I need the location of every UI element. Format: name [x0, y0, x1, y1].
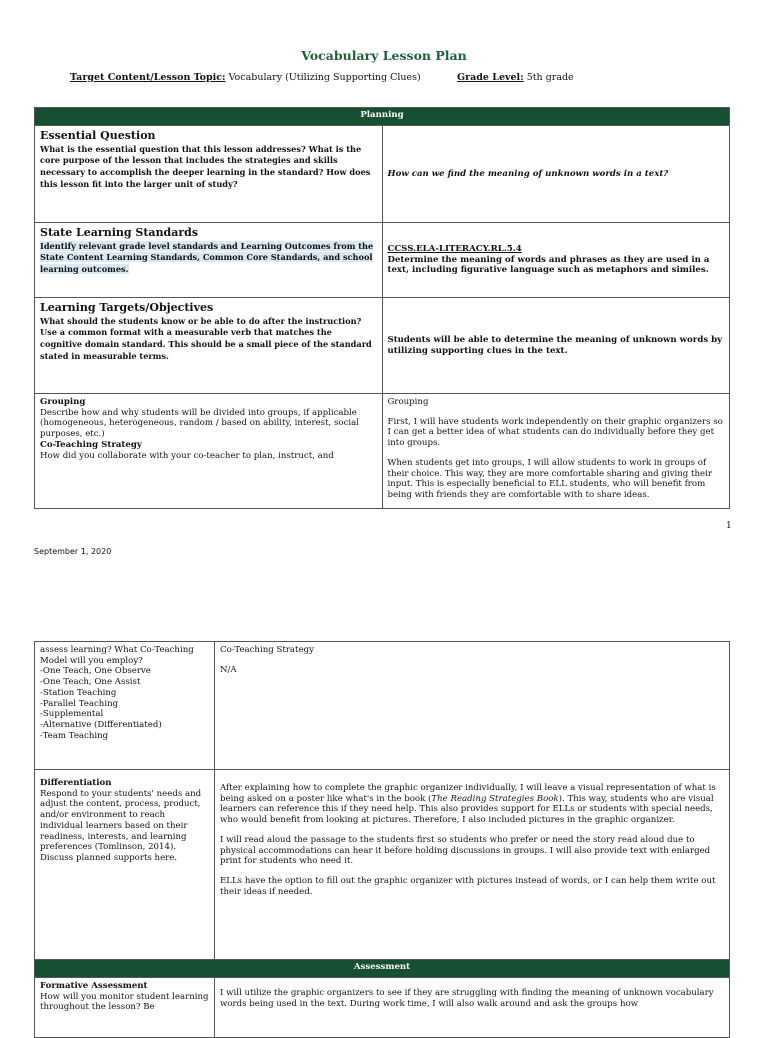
grouping-answer-cell: [382, 394, 730, 509]
standards-answer: Determine the meaning of words and phrases as they are used in a text, including figurative language such as metaphors and similes.: [387, 254, 710, 276]
page-number: 1: [726, 521, 732, 531]
coteach-model-item: -One Teach, One Assist: [40, 677, 141, 688]
coteach-description-a: How did you collaborate with your co-teacher to plan, instruct, and: [40, 450, 334, 461]
coteach-model-item: -Supplemental: [40, 709, 104, 720]
topic-field: [70, 72, 421, 83]
coteach-answer: N/A: [220, 664, 237, 675]
document-title: Vocabulary Lesson Plan: [301, 48, 467, 63]
standards-answer-cell: [382, 223, 730, 298]
grouping-answer-label: Grouping: [387, 397, 429, 407]
coteach-heading: Co-Teaching Strategy: [40, 439, 142, 450]
targets-answer: Students will be able to determine the meaning of unknown words by utilizing supporting clues in the text.: [387, 334, 723, 356]
book-title: The Reading Strategies Book: [431, 793, 559, 804]
grouping-cell: [35, 394, 383, 509]
formative-cell: [35, 978, 215, 1038]
differentiation-p1: [220, 783, 724, 826]
grouping-description: Describe how and why students will be divided into groups, if applicable (homogeneous, heterogeneous, random / based on ability, interest, social purposes, etc.): [40, 407, 360, 440]
targets-heading: Learning Targets/Objectives: [40, 301, 214, 314]
essential-question-cell: [35, 126, 383, 223]
grade-value: 5th grade: [523, 72, 574, 83]
essential-question-description: What is the essential question that this lesson addresses? What is the core purpose of the lesson that includes the strategies and skills necessary to accomplish the deeper learning in the standard? How does this lesson fit into the larger unit of study?: [40, 143, 371, 189]
formative-answer-cell: [215, 978, 730, 1038]
essential-question-answer: How can we find the meaning of unknown words in a text?: [387, 168, 669, 179]
differentiation-p3: ELLs have the option to fill out the graphic organizer with pictures instead of words, or I can help them write out their ideas if needed.: [220, 876, 716, 897]
standards-code: CCSS.ELA-LITERACY.RL.5.4: [387, 243, 522, 254]
differentiation-p1-b: ). This way, students who are visual learners can reference this if they need help. This also provides support for ELLs or students with special needs, who would benefit from looking at pictures. Therefore, I also included pictures in the graphic organizer.: [220, 793, 714, 826]
grade-field: [457, 72, 574, 83]
continuation-table: [34, 641, 730, 1038]
coteach-model-item: -Alternative (Differentiated): [40, 720, 162, 731]
formative-heading: Formative Assessment: [40, 981, 148, 991]
targets-description: What should the students know or be able to do after the instruction? Use a common format with a measurable verb that matches the cognitive domain standard. This should be a small piece of the standard stated in measurable terms.: [40, 315, 372, 361]
standards-description: Identify relevant grade level standards and Learning Outcomes from the State Content Learning Standards, Common Core Standards, and school learning outcomes.: [40, 240, 374, 275]
differentiation-answer-cell: [215, 770, 730, 960]
coteach-models-cell: [35, 642, 215, 770]
formative-answer: I will utilize the graphic organizers to see if they are struggling with finding the meaning of unknown vocabulary words being used in the text. During work time, I will also walk around and ask the groups how: [220, 988, 714, 1009]
grouping-heading: Grouping: [40, 397, 86, 407]
differentiation-description: Respond to your students' needs and adjust the content, process, product, and/or environment to reach individual learners based on their readiness, interests, and learning preferences (Tomlinson, 2014). Discuss planned supports here.: [40, 788, 202, 864]
coteach-model-item: -One Teach, One Observe: [40, 666, 151, 677]
targets-answer-cell: [382, 298, 730, 394]
differentiation-p1-a: After explaining how to complete the graphic organizer individually, I will leave a visual representation of what is being asked on a poster like what's in the book (: [220, 783, 716, 804]
grade-label: Grade Level:: [457, 72, 524, 83]
coteach-answer-label: Co-Teaching Strategy: [220, 645, 314, 655]
essential-question-answer-cell: [382, 126, 730, 223]
differentiation-cell: [35, 770, 215, 960]
coteach-answer-cell: [215, 642, 730, 770]
planning-table: [34, 107, 730, 509]
topic-value: Vocabulary (Utilizing Supporting Clues): [225, 72, 421, 83]
coteach-model-item: -Team Teaching: [40, 730, 109, 741]
essential-question-heading: Essential Question: [40, 129, 156, 142]
topic-label: Target Content/Lesson Topic:: [70, 72, 226, 83]
grouping-answer-p2: When students get into groups, I will allow students to work in groups of their choice. This way, they are more comfortable sharing and giving their input. This is especially beneficial to ELL students, who will benefit from being with friends they are comfortable with to share ideas.: [387, 457, 712, 501]
coteach-model-item: -Parallel Teaching: [40, 698, 119, 709]
footer-date: September 1, 2020: [34, 547, 112, 556]
standards-heading: State Learning Standards: [40, 226, 199, 239]
differentiation-heading: Differentiation: [40, 778, 112, 788]
standards-cell: [35, 223, 383, 298]
targets-cell: [35, 298, 383, 394]
section-band-assessment: Assessment: [35, 960, 730, 978]
formative-description: How will you monitor student learning throughout the lesson? Be: [40, 991, 209, 1013]
grouping-answer-p1: First, I will have students work independently on their graphic organizers so I can get a better idea of what students can do individually before they get into groups.: [387, 416, 723, 449]
coteach-model-item: -Station Teaching: [40, 687, 117, 698]
section-band-planning: Planning: [35, 108, 730, 126]
differentiation-p2: I will read aloud the passage to the students first so students who prefer or need the story read aloud due to physical accommodations can hear it before holding discussions in groups. I will also provide text with enlarged print for students who need it.: [220, 834, 711, 867]
coteach-description-b: assess learning? What Co-Teaching Model will you employ?: [40, 645, 194, 666]
